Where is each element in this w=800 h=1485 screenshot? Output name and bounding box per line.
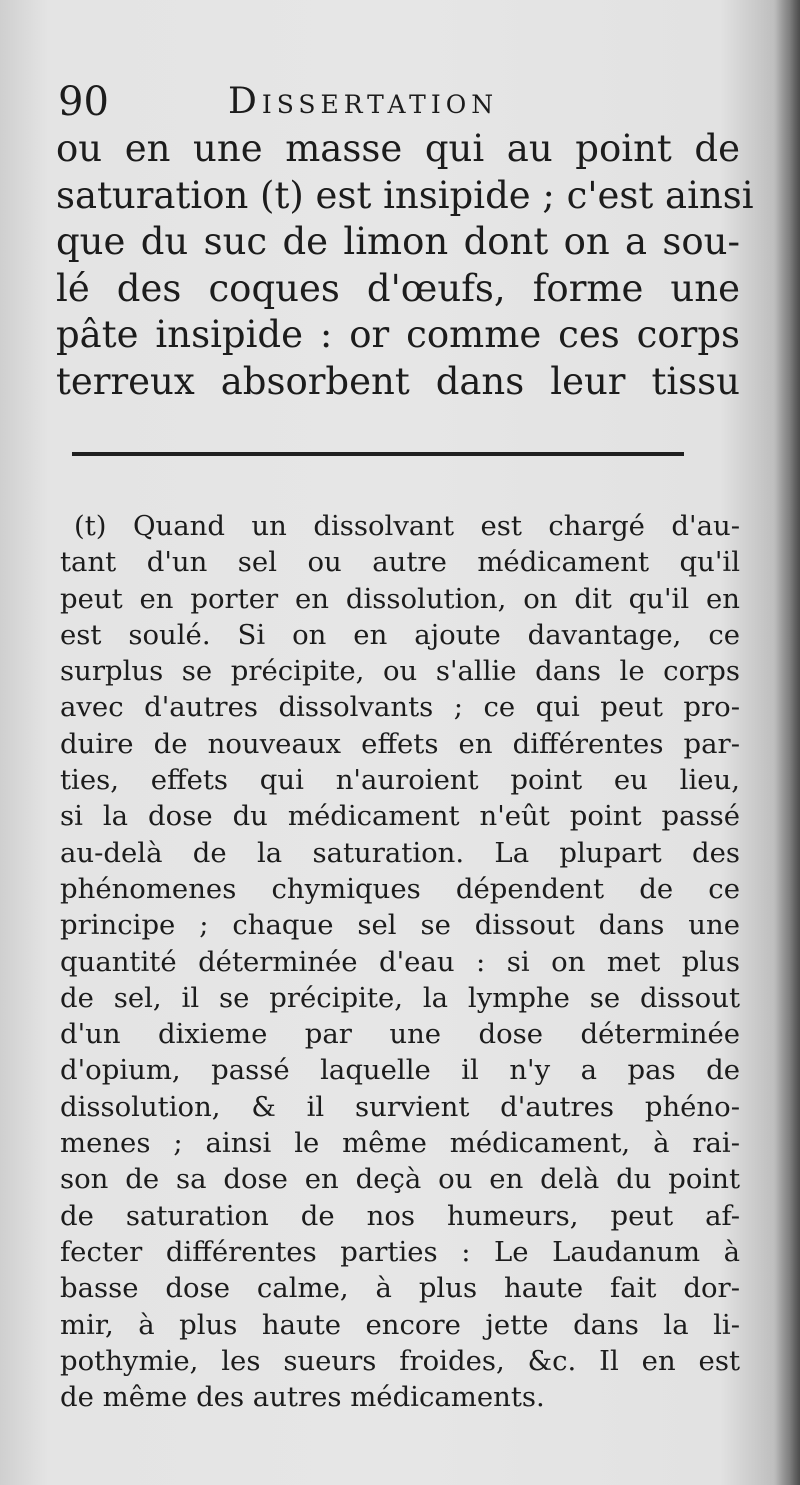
footnote-line: fecter différentes parties : Le Laudanum à xyxy=(60,1235,740,1268)
main-text-block xyxy=(56,126,754,405)
main-text-line: terreux absorbent dans leur tissu xyxy=(56,359,740,403)
footnote-line: principe ; chaque sel se dissout dans une xyxy=(60,909,740,942)
page-gutter-shadow xyxy=(774,0,800,1485)
footnote-line: surplus se précipite, ou s'allie dans le corps xyxy=(60,655,740,688)
footnote-line: tant d'un sel ou autre médicament qu'il xyxy=(60,546,740,579)
footnote-line: pothymie, les sueurs froides, &c. Il en est xyxy=(60,1344,740,1377)
footnote-line: d'un dixieme par une dose déterminée xyxy=(60,1018,740,1051)
main-text-line: ou en une masse qui au point de xyxy=(56,127,740,170)
footnote-line: d'opium, passé laquelle il n'y a pas de xyxy=(60,1054,740,1087)
footnote-line: de même des autres médicaments. xyxy=(60,1381,545,1414)
main-text-line: saturation (t) est insipide ; c'est ainsi xyxy=(56,173,754,217)
footnote-line: au-delà de la saturation. La plupart des xyxy=(60,836,740,869)
footnote-line: quantité déterminée d'eau : si on met plus xyxy=(60,945,740,978)
footnote-line: dissolution, & il survient d'autres phéno- xyxy=(60,1090,740,1123)
footnote-line: duire de nouveaux effets en différentes par- xyxy=(60,727,740,760)
main-text-line: lé des coques d'œufs, forme une xyxy=(56,266,740,310)
footnote-line: menes ; ainsi le même médicament, à rai- xyxy=(60,1127,740,1160)
footnote-line: si la dose du médicament n'eût point passé xyxy=(60,800,740,833)
footnote-line: son de sa dose en deçà ou en delà du point xyxy=(60,1163,740,1196)
page-header xyxy=(58,78,748,128)
footnote-line: mir, à plus haute encore jette dans la li- xyxy=(60,1308,740,1341)
main-text-line: que du suc de limon dont on a sou- xyxy=(56,220,740,263)
footnote-line: de saturation de nos humeurs, peut af- xyxy=(60,1199,740,1232)
main-text-line: pâte insipide : or comme ces corps xyxy=(56,313,740,356)
footnote-line: est soulé. Si on en ajoute davantage, ce xyxy=(60,618,740,651)
footnote-line: basse dose calme, à plus haute fait dor- xyxy=(60,1272,740,1305)
footnote-line: phénomenes chymiques dépendent de ce xyxy=(60,872,740,905)
footnote-separator-rule xyxy=(72,452,684,456)
footnote-block xyxy=(60,508,740,1415)
running-title: Dissertation xyxy=(228,81,499,122)
footnote-line: ties, effets qui n'auroient point eu lieu, xyxy=(60,764,740,797)
footnote-line: de sel, il se précipite, la lymphe se dissout xyxy=(60,981,740,1014)
page-number: 90 xyxy=(58,79,109,125)
footnote-line: peut en porter en dissolution, on dit qu'il en xyxy=(60,582,740,615)
footnote-line: avec d'autres dissolvants ; ce qui peut pro- xyxy=(60,691,740,724)
footnote-line: (t) Quand un dissolvant est chargé d'au- xyxy=(74,510,740,542)
